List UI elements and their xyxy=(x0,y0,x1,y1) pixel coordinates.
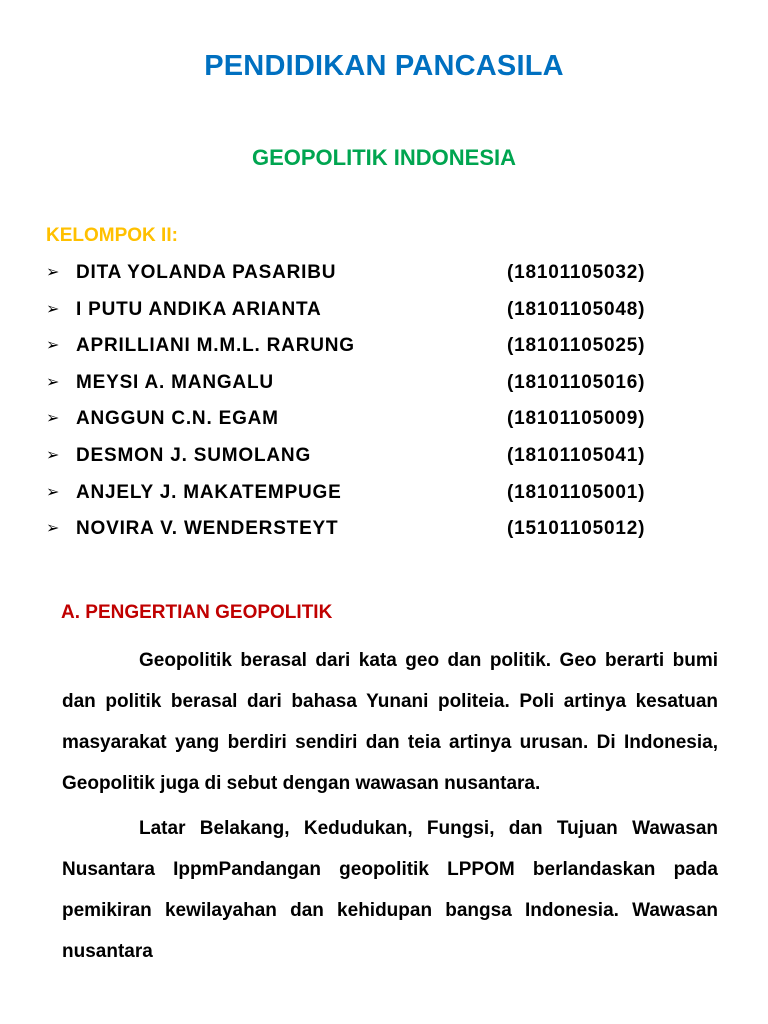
member-name: I PUTU ANDIKA ARIANTA xyxy=(76,298,322,320)
member-nim: (18101105032) xyxy=(507,262,646,283)
member-item xyxy=(46,334,686,371)
member-nim: (18101105025) xyxy=(507,335,646,357)
arrow-bullet-icon: ➢ xyxy=(46,446,61,464)
document-title: PENDIDIKAN PANCASILA xyxy=(204,50,564,82)
member-nim: (18101105001) xyxy=(507,481,646,503)
member-nim: (18101105048) xyxy=(507,298,646,320)
member-name: APRILLIANI M.M.L. RARUNG xyxy=(76,335,355,357)
arrow-bullet-icon: ➢ xyxy=(46,300,61,318)
arrow-bullet-icon: ➢ xyxy=(46,410,61,428)
member-item xyxy=(46,444,686,481)
member-item xyxy=(46,371,686,408)
body-text xyxy=(62,640,718,976)
member-item xyxy=(46,481,686,518)
member-name: MEYSI A. MANGALU xyxy=(76,371,274,393)
member-item xyxy=(46,407,686,444)
member-item xyxy=(46,298,686,335)
member-nim: (18101105009) xyxy=(507,408,646,430)
arrow-bullet-icon: ➢ xyxy=(46,483,61,501)
paragraph: Latar Belakang, Kedudukan, Fungsi, dan Tujuan Wawasan Nusantara IppmPandangan geopolitik LPPOM berlandaskan pada pemikiran kewilayahan dan kehidupan bangsa Indonesia. Wawasan nusantara xyxy=(62,818,718,962)
section-heading: A. PENGERTIAN GEOPOLITIK xyxy=(61,602,333,623)
group-label: KELOMPOK II: xyxy=(46,225,178,246)
member-nim: (18101105016) xyxy=(507,371,646,393)
arrow-bullet-icon: ➢ xyxy=(46,337,61,355)
arrow-bullet-icon: ➢ xyxy=(46,264,61,281)
document-subtitle: GEOPOLITIK INDONESIA xyxy=(251,145,517,170)
member-nim: (15101105012) xyxy=(507,518,646,540)
member-nim: (18101105041) xyxy=(507,444,646,466)
member-item xyxy=(46,261,686,298)
member-name: DESMON J. SUMOLANG xyxy=(76,444,312,466)
member-name: DITA YOLANDA PASARIBU xyxy=(76,262,337,283)
arrow-bullet-icon: ➢ xyxy=(46,373,61,391)
member-name: ANJELY J. MAKATEMPUGE xyxy=(76,481,342,503)
member-name: NOVIRA V. WENDERSTEYT xyxy=(76,518,339,540)
member-item xyxy=(46,517,686,554)
member-list xyxy=(46,261,686,554)
paragraph: Geopolitik berasal dari kata geo dan politik. Geo berarti bumi dan politik berasal dari bahasa Yunani politeia. Poli artinya kesatuan masyarakat yang berdiri sendiri dan teia artinya urusan. Di Indonesia, Geopolitik juga di sebut dengan wawasan nusantara. xyxy=(62,650,718,794)
arrow-bullet-icon: ➢ xyxy=(46,520,61,538)
member-name: ANGGUN C.N. EGAM xyxy=(76,408,279,430)
